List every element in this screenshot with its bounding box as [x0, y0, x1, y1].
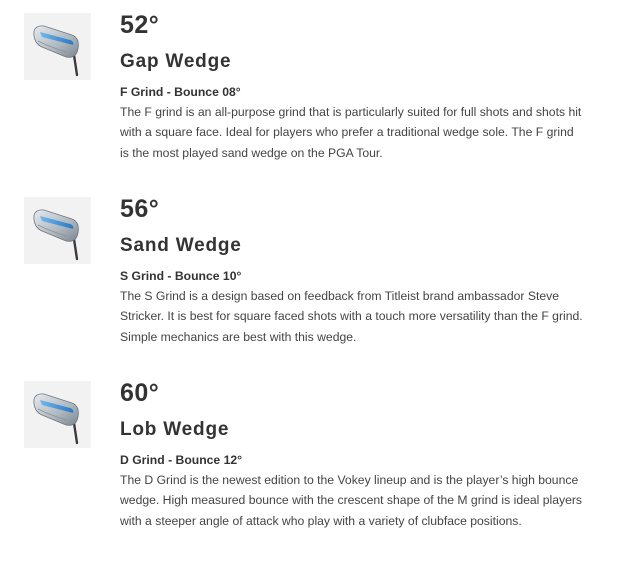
wedge-description: The S Grind is a design based on feedback from Titleist brand ambassador Steve Stricker. It is best for square faced shots with a touch more versatility than the F grind. Simple mechanics are best with this wedge.	[120, 289, 583, 344]
wedge-description: The F grind is an all-purpose grind that is particularly suited for full shots and shots hit with a square face. Ideal for players who prefer a traditional wedge sole. The F grind is the most played sand wedge on the PGA Tour.	[120, 105, 582, 160]
wedge-name: Gap Wedge	[120, 51, 232, 72]
wedge-club-icon	[24, 13, 91, 80]
wedge-description: The D Grind is the newest edition to the Vokey lineup and is the player’s high bounce wedge. High measured bounce with the crescent shape of the M grind is ideal players with a steeper angle of attack who play with a variety of clubface positions.	[120, 473, 583, 528]
wedge-grind: S Grind - Bounce 10°	[120, 269, 242, 283]
wedge-club-icon	[24, 381, 91, 448]
wedge-name: Lob Wedge	[120, 419, 230, 440]
wedge-club-icon	[24, 197, 91, 264]
wedge-loft: 56°	[120, 195, 160, 223]
wedge-grind: F Grind - Bounce 08°	[120, 85, 241, 99]
wedge-loft: 60°	[120, 379, 160, 407]
wedge-name: Sand Wedge	[120, 235, 242, 256]
wedge-loft: 52°	[120, 11, 160, 39]
wedge-grind: D Grind - Bounce 12°	[120, 453, 243, 467]
